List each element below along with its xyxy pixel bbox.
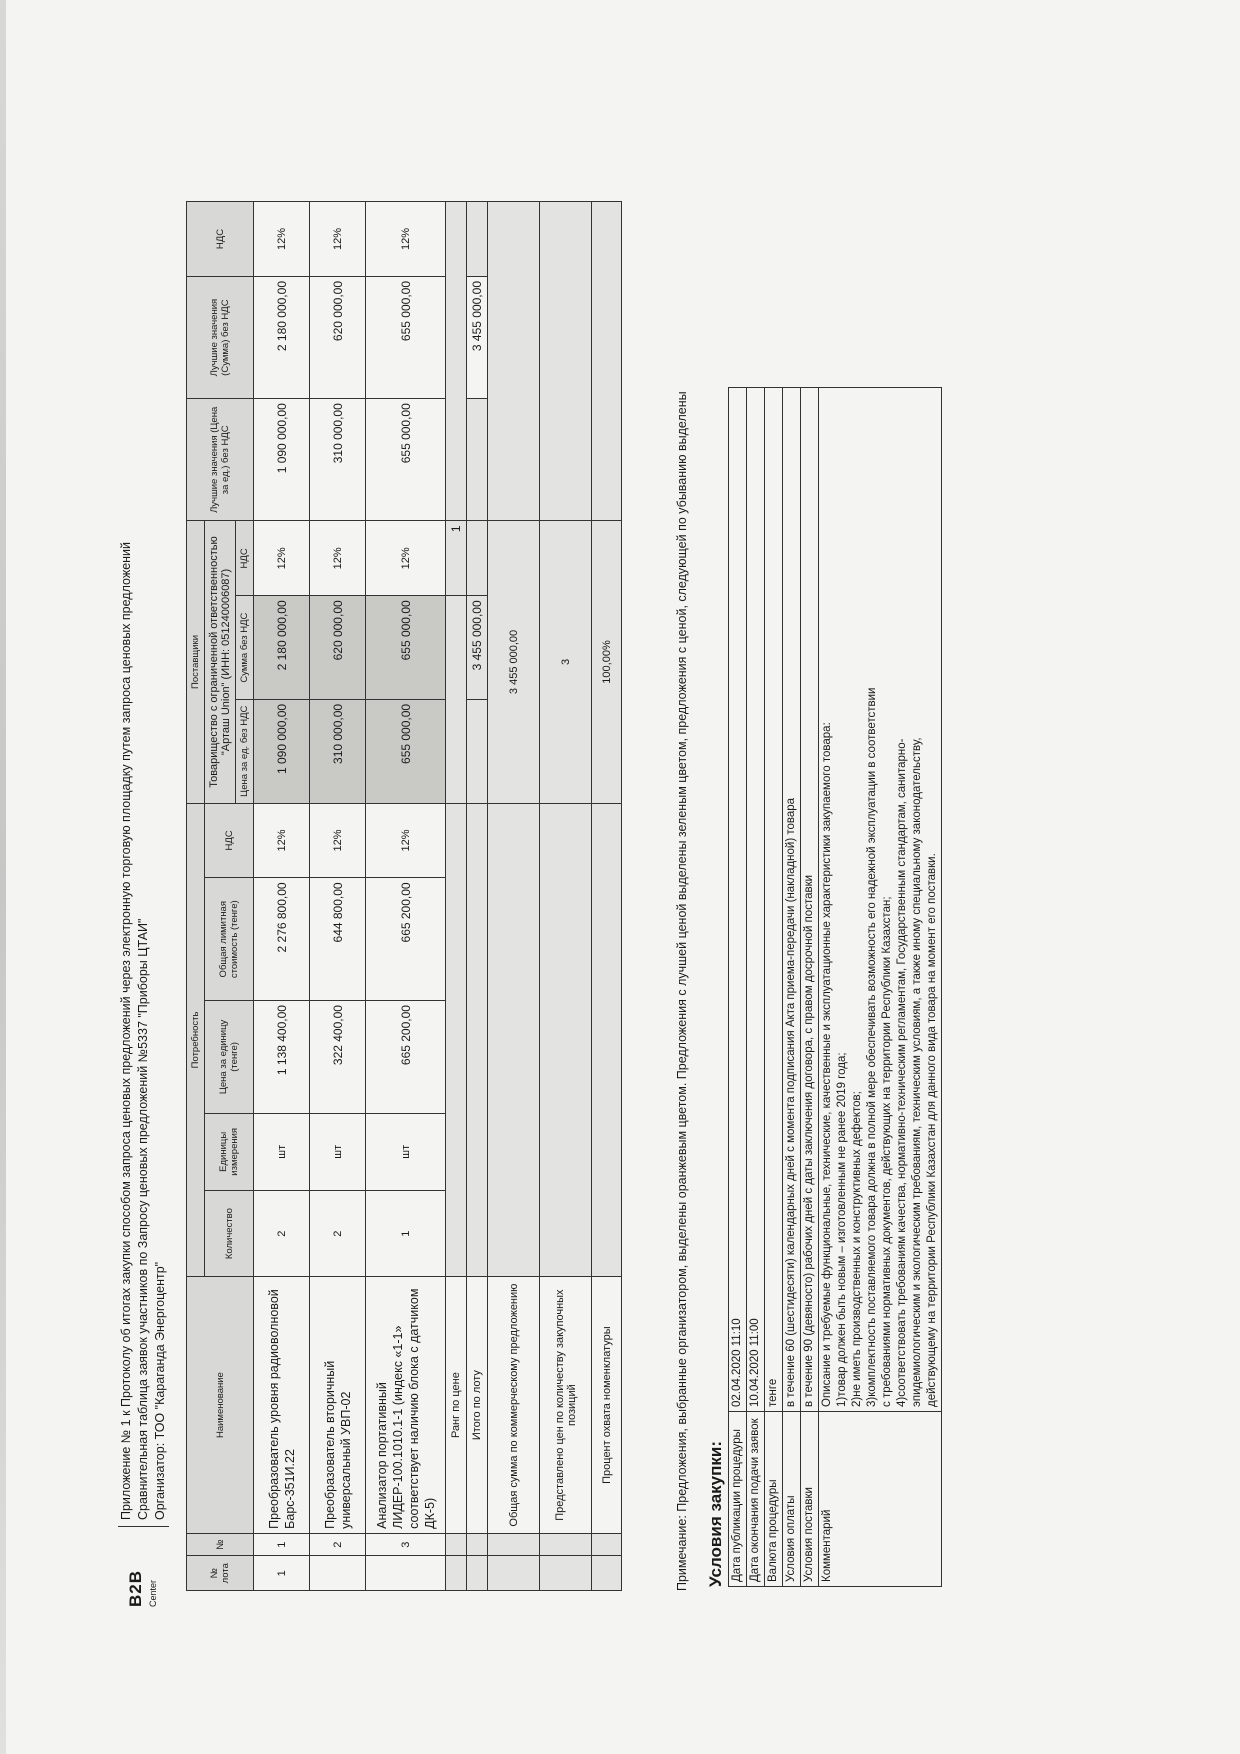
cell-qty: 2 (310, 1190, 366, 1277)
cell-num: 3 (366, 1533, 446, 1556)
cell-vat: 12% (310, 803, 366, 878)
cell-total: 2 276 800,00 (254, 878, 310, 1001)
lot-total-row (467, 202, 488, 1591)
cell-supplier-price: 310 000,00 (310, 699, 366, 803)
cell-unit: шт (310, 1113, 366, 1190)
col-need: Потребность (187, 803, 205, 1277)
commercial-value: 3 455 000,00 (488, 521, 540, 803)
col-best-unit: Лучшие значения (Цена за ед.) без НДС (187, 399, 254, 521)
col-suppliers: Поставщики (187, 521, 205, 803)
col-vat: НДС (205, 803, 254, 878)
cell-supplier-vat: 12% (366, 521, 446, 596)
cell-unit-price: 322 400,00 (310, 1001, 366, 1114)
rank-row (446, 202, 467, 1591)
condition-value: в течение 90 (девяносто) рабочих дней с даты заключения договора, с правом досрочной поставки (801, 388, 819, 1412)
comment-line: действующему на территории Республики Казахстан для данного вида товара на момент его поставки. (926, 853, 938, 1407)
col-sum-no-vat: Сумма без НДС (236, 596, 254, 700)
lot-total-value: 3 455 000,00 (467, 596, 488, 700)
cell-qty: 1 (366, 1190, 446, 1277)
comparison-table (186, 201, 622, 1591)
b2b-logo: B2B (126, 1569, 145, 1607)
supplier-name: Товарищество с ограниченной ответственностью "Арташ Union" (ИНН: 051240006087) (205, 521, 236, 803)
table-row (254, 202, 310, 1591)
table-row (366, 202, 446, 1591)
cell-unit: шт (254, 1113, 310, 1190)
cell-unit: шт (366, 1113, 446, 1190)
comment-line: эпидемиологическим и экологическим требованиям, техническим условиям, а также иному специальному законодательству, (911, 737, 923, 1407)
cell-lot (366, 1556, 446, 1591)
cell-unit-price: 1 138 400,00 (254, 1001, 310, 1114)
cell-supplier-vat: 12% (254, 521, 310, 596)
cell-best-unit: 310 000,00 (310, 399, 366, 521)
lot-total-best: 3 455 000,00 (467, 277, 488, 399)
coverage-row (592, 202, 622, 1591)
cell-supplier-price: 655 000,00 (366, 699, 446, 803)
cell-vat: 12% (254, 803, 310, 878)
coverage-label: Процент охвата номенклатуры (592, 1277, 622, 1533)
col-total-limit: Общая лимитная стоимость (тенге) (205, 878, 254, 1001)
condition-key: Условия оплаты (783, 1412, 801, 1587)
comment-key: Комментарий (819, 1412, 942, 1587)
cell-supplier-sum: 620 000,00 (310, 596, 366, 700)
cell-name: Преобразователь вторичный универсальный УВП-02 (310, 1277, 366, 1533)
table-header-row (187, 202, 205, 1591)
cell-vat2: 12% (310, 202, 366, 277)
condition-value: в течение 60 (шестидесяти) календарных дней с момента подписания Акта приема-передачи (накладной) товара (783, 388, 801, 1412)
condition-row (729, 388, 747, 1587)
rank-value: 1 (446, 521, 467, 596)
cell-vat2: 12% (254, 202, 310, 277)
cell-best-sum: 620 000,00 (310, 277, 366, 399)
cell-unit-price: 665 200,00 (366, 1001, 446, 1114)
cell-lot (310, 1556, 366, 1591)
cell-supplier-sum: 2 180 000,00 (254, 596, 310, 700)
cell-vat2: 12% (366, 202, 446, 277)
scan-edge (0, 0, 6, 1754)
presented-label: Представлено цен по количеству закупочных позиций (540, 1277, 592, 1533)
cell-num: 1 (254, 1533, 310, 1556)
col-lot: № лота (187, 1556, 254, 1591)
rank-label: Ранг по цене (446, 1277, 467, 1533)
col-supplier-vat: НДС (236, 521, 254, 596)
comment-row (819, 388, 942, 1587)
col-qty: Количество (205, 1190, 254, 1277)
cell-supplier-price: 1 090 000,00 (254, 699, 310, 803)
conditions-title: Условия закупки: (706, 1441, 725, 1587)
cell-supplier-sum: 655 000,00 (366, 596, 446, 700)
condition-row (783, 388, 801, 1587)
condition-value: 02.04.2020 11:10 (729, 388, 747, 1412)
cell-best-sum: 655 000,00 (366, 277, 446, 399)
condition-key: Дата окончания подачи заявок (747, 1412, 765, 1587)
comment-line: 3)комплектность поставляемого товара должна в полной мере обеспечивать возможность его надежной эксплуатации в соответствии (866, 687, 878, 1407)
cell-best-sum: 2 180 000,00 (254, 277, 310, 399)
comment-line: 2)не иметь производственных и конструктивных дефектов; (851, 1091, 863, 1407)
col-unit: Единицы измерения (205, 1113, 254, 1190)
conditions-table (728, 387, 942, 1587)
table-row (310, 202, 366, 1591)
cell-name: Анализатор портативный ЛИДЕР-100.1010.1-1 (индекс «1-1» соответствует наличию блока с датчиком ДК-5) (366, 1277, 446, 1533)
condition-key: Условия поставки (801, 1412, 819, 1587)
col-best-sum: Лучшие значения (Сумма) без НДС (187, 277, 254, 399)
condition-row (747, 388, 765, 1587)
comment-line: 1)товар должен быть новым – изготовленным не ранее 2019 года; (836, 1052, 848, 1407)
condition-row (801, 388, 819, 1587)
comment-line: Описание и требуемые функциональные, технические, качественные и эксплуатационные характеристики закупаемого товара: (821, 722, 833, 1407)
condition-value: тенге (765, 388, 783, 1412)
cell-best-unit: 655 000,00 (366, 399, 446, 521)
presented-value: 3 (540, 521, 592, 803)
comment-line: с требованиями нормативных документов, действующих на территории Республики Казахстан; (881, 896, 893, 1407)
cell-num: 2 (310, 1533, 366, 1556)
cell-supplier-vat: 12% (310, 521, 366, 596)
col-num: № (187, 1533, 254, 1556)
comment-line: 4)соответствовать требованиям качества, нормативно-техническим регламентам, Государственным стандартам, санитарно- (896, 738, 908, 1407)
condition-value: 10.04.2020 11:00 (747, 388, 765, 1412)
commercial-label: Общая сумма по коммерческому предложению (488, 1277, 540, 1533)
header-line-2: Сравнительная таблица заявок участников по Запросу ценовых предложений №5337 "Приборы ЦТАИ" (136, 918, 150, 1520)
coverage-value: 100,00% (592, 521, 622, 803)
cell-total: 665 200,00 (366, 878, 446, 1001)
cell-best-unit: 1 090 000,00 (254, 399, 310, 521)
b2b-logo-subtitle: Center (148, 1579, 158, 1607)
cell-lot: 1 (254, 1556, 310, 1591)
rotated-document-page (100, 87, 1220, 1647)
cell-vat: 12% (366, 803, 446, 878)
document-header (118, 260, 169, 1527)
header-line-1: Приложение № 1 к Протоколу об итогах закупки способом запроса ценовых предложений через электронную торговую площадку путем запроса ценовых предложений (119, 541, 133, 1520)
cell-total: 644 800,00 (310, 878, 366, 1001)
condition-key: Валюта процедуры (765, 1412, 783, 1587)
cell-qty: 2 (254, 1190, 310, 1277)
condition-row (765, 388, 783, 1587)
presented-row (540, 202, 592, 1591)
col-vat2: НДС (187, 202, 254, 277)
col-price-no-vat: Цена за ед. без НДС (236, 699, 254, 803)
lot-total-label: Итого по лоту (467, 1277, 488, 1533)
condition-key: Дата публикации процедуры (729, 1412, 747, 1587)
comment-value (819, 388, 942, 1412)
legend-note: Примечание: Предложения, выбранные организатором, выделены оранжевым цветом. Предложения с лучшей ценой выделены зеленым цветом, предложения с ценой, следующей по убыванию выделены (675, 391, 689, 1591)
commercial-row (488, 202, 540, 1591)
col-name: Наименование (187, 1277, 254, 1533)
cell-name: Преобразователь уровня радиоволновой Барс-351И.22 (254, 1277, 310, 1533)
col-unit-price: Цена за единицу (тенге) (205, 1001, 254, 1114)
header-line-3: Организатор: ТОО "Караганда Энергоцентр" (153, 1261, 167, 1520)
